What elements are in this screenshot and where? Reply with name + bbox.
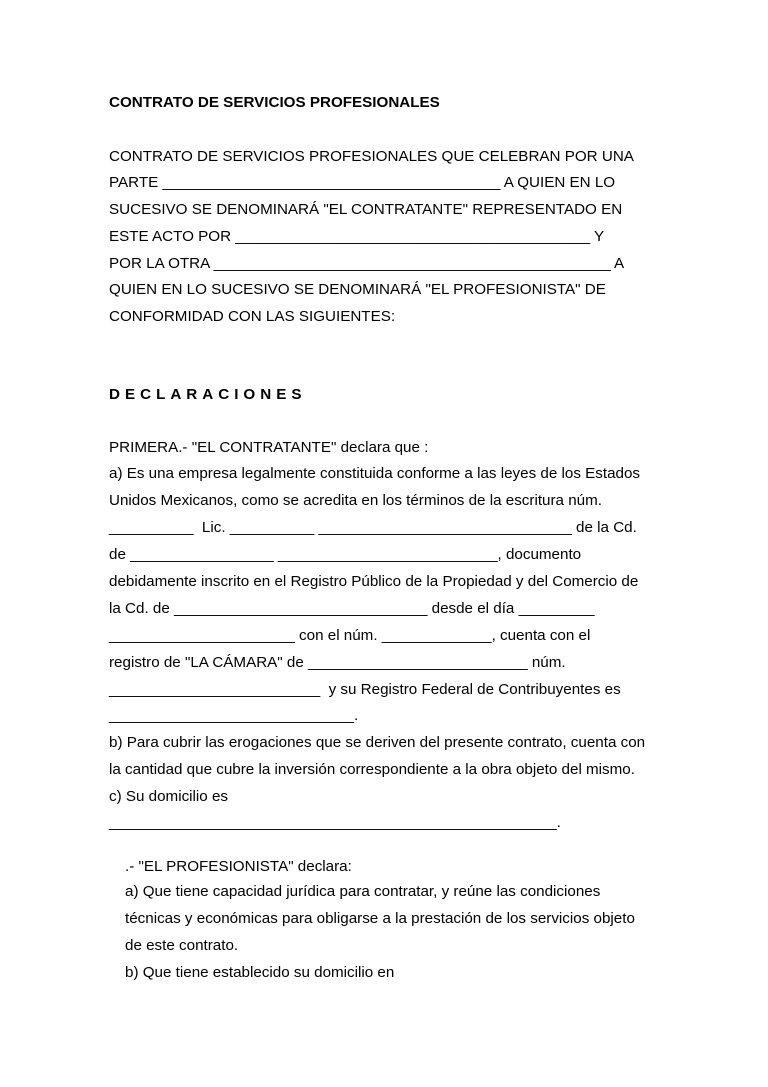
primera-line: c) Su domicilio es [109,788,229,805]
document-title: CONTRATO DE SERVICIOS PROFESIONALES [109,94,440,111]
primera-line: ______________________ con el núm. _____________, cuenta con el [109,627,591,644]
intro-line: PARTE ________________________________________ A QUIEN EN LO [109,174,616,191]
primera-line: Unidos Mexicanos, como se acredita en los términos de la escritura núm. [109,492,602,509]
primera-line: b) Para cubrir las erogaciones que se deriven del presente contrato, cuenta con [109,734,646,751]
intro-line: QUIEN EN LO SUCESIVO SE DENOMINARÁ "EL PROFESIONISTA" DE [109,281,606,298]
section-heading-declaraciones: DECLARACIONES [109,386,307,403]
profesionista-line: técnicas y económicas para obligarse a la prestación de los servicios objeto [125,910,635,927]
primera-line: de _________________ __________________________, documento [109,546,582,563]
primera-line: la cantidad que cubre la inversión correspondiente a la obra objeto del mismo. [109,761,635,778]
primera-line: registro de "LA CÁMARA" de __________________________ núm. [109,654,566,671]
intro-line: CONFORMIDAD CON LAS SIGUIENTES: [109,308,396,325]
profesionista-line: .- "EL PROFESIONISTA" declara: [125,858,352,875]
profesionista-line: b) Que tiene establecido su domicilio en [125,964,395,981]
intro-line: SUCESIVO SE DENOMINARÁ "EL CONTRATANTE" REPRESENTADO EN [109,201,623,218]
primera-line: debidamente inscrito en el Registro Público de la Propiedad y del Comercio de [109,573,639,590]
intro-line: CONTRATO DE SERVICIOS PROFESIONALES QUE CELEBRAN POR UNA [109,148,634,165]
profesionista-line: a) Que tiene capacidad jurídica para contratar, y reúne las condiciones [125,883,601,900]
primera-line: _________________________ y su Registro Federal de Contribuyentes es [109,681,621,698]
profesionista-line: de este contrato. [125,937,239,954]
intro-line: ESTE ACTO POR __________________________________________ Y [109,228,605,245]
primera-line: PRIMERA.- "EL CONTRATANTE" declara que : [109,439,429,456]
primera-line: _____________________________. [109,707,359,724]
primera-line: _____________________________________________________. [109,814,561,831]
primera-line: a) Es una empresa legalmente constituida conforme a las leyes de los Estados [109,465,641,482]
primera-line: la Cd. de ______________________________ desde el día _________ [109,600,595,617]
intro-line: POR LA OTRA _______________________________________________ A [109,255,625,272]
primera-line: __________ Lic. __________ ______________________________ de la Cd. [109,519,637,536]
